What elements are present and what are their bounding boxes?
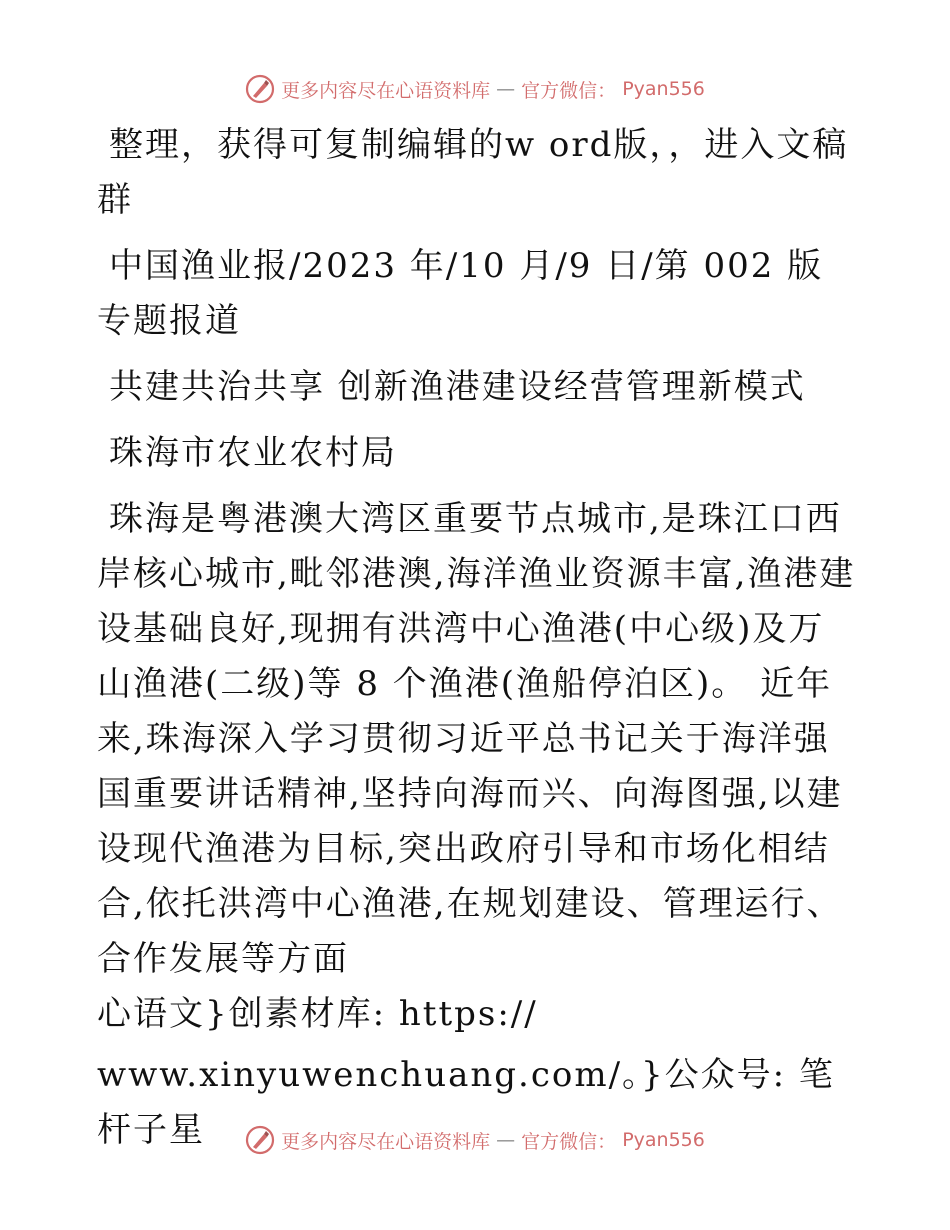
- watermark-separator: —: [496, 78, 516, 100]
- article-author: 珠海市农业农村局: [109, 433, 397, 473]
- document-body: [97, 118, 857, 1158]
- source-line: 中国渔业报/2023 年/10 月/9 日/第 002 版专题报道: [97, 246, 824, 341]
- pen-seal-icon: [245, 74, 275, 104]
- watermark-contact: 官方微信：: [521, 1130, 617, 1153]
- watermark-text: 更多内容尽在心语资料库: [281, 1130, 491, 1153]
- article-title: 共建共治共享 创新渔港建设经营管理新模式: [109, 367, 806, 407]
- resource-link-line: 心语文}创素材库: https://: [97, 994, 538, 1034]
- article-body-paragraph: 珠海是粤港澳大湾区重要节点城市,是珠江口西岸核心城市,毗邻港澳,海洋渔业资源丰富,渔港建设基础良好,现拥有洪湾中心渔港(中心级)及万山渔港(二级)等 8 个渔港(渔船停泊区)。 近年来,珠海深入学习贯彻习近平总书记关于海洋强国重要讲话精神,坚持向海而兴、向海图强,以建设现代渔港为目标,突出政府引导和市场化相结合,依托洪湾中心渔港,在规划建设、管理运行、合作发展等方面: [97, 499, 856, 979]
- watermark-text: 更多内容尽在心语资料库: [281, 79, 491, 102]
- resource-url-line: www.xinyuwenchuang.com/。}公众号: 笔杆子星: [97, 1055, 835, 1150]
- watermark-wechat-id: Pyan556: [622, 1129, 705, 1151]
- watermark-separator: —: [496, 1129, 516, 1151]
- pen-seal-icon: [245, 1125, 275, 1155]
- watermark-contact: 官方微信：: [521, 79, 617, 102]
- footer-watermark: [0, 1125, 950, 1155]
- header-watermark: [0, 74, 950, 104]
- watermark-wechat-id: Pyan556: [622, 78, 705, 100]
- intro-paragraph: 整理，获得可复制编辑的w ord版，，进入文稿群: [97, 125, 849, 220]
